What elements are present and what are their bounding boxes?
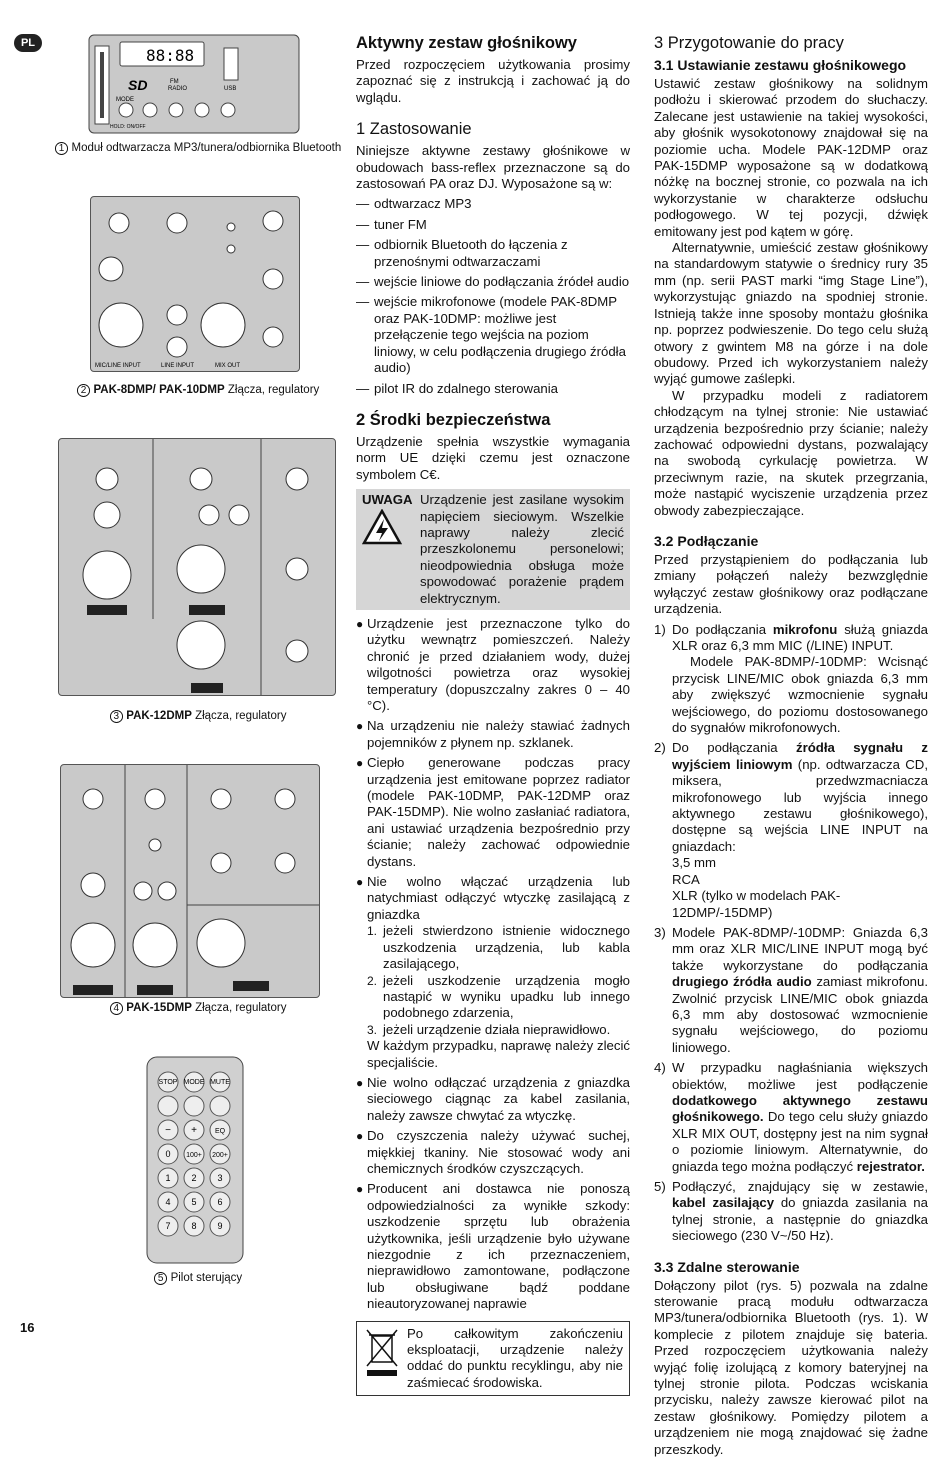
svg-text:100+: 100+ [186, 1152, 202, 1159]
section-2-text: Urządzenie spełnia wszystkie wymagania norm UE dzięki czemu jest oznaczone symbolem C€. [356, 433, 630, 482]
section-3-heading: 3 Przygotowanie do pracy [654, 34, 844, 52]
warning-box [356, 489, 630, 610]
svg-text:200+: 200+ [212, 1152, 228, 1159]
crossed-bin-icon [363, 1326, 401, 1378]
svg-text:7: 7 [165, 1221, 171, 1231]
svg-text:3: 3 [217, 1173, 223, 1183]
safety-bullet: Producent ani dostawca nie ponoszą odpowiedzialności za wynikłe szkody: uszkodzenie sprzętu lub obrażenia użytkownika, jeśli urządzenie było używane niezgodnie z ich przeznaczeniem, nieprawidłowo zamontowane, podłączone lub obsługiwane bądź poddane nieautoryzowanej naprawie [367, 1181, 630, 1312]
section-2-heading: 2 Środki bezpieczeństwa [356, 410, 551, 429]
safety-bullet: Ciepło generowane podczas pracy urządzenia jest emitowane poprzez radiator (modele PAK-10DMP, PAK-12DMP oraz PAK-15DMP). Nie wolno zasłaniać radiatora, ani ustawiać urządzenia bezpośrednio przy ścianie; należy zachować odpowiednie dystans. [367, 755, 630, 869]
figure-5-caption: 5 Pilot sterujący [48, 1272, 348, 1284]
svg-text:4: 4 [165, 1197, 171, 1207]
feature-item: odbiornik Bluetooth do łączenia z przenośnymi odtwarzaczami [374, 237, 568, 269]
warning-text: Urządzenie jest zasilane wysokim napięciem sieciowym. Wszelkie naprawy należy zlecić przeszkolonemu personelowi; nieodpowiednia obsługa może spowodować porażenie prądem elektrycznym. [420, 492, 624, 606]
section-3-3-text: Dołączony pilot (rys. 5) pozwala na zdalne sterowanie pracą modułu odtwarzacza MP3/tunera/odbiornika Bluetooth (rys. 1). W komplecie z pilotem znajduje się bateria. Przed rozpoczęciem użytkowania należy wyjąć folię izolującą z komory bateryjnej na tylnej stronie pilota. Podczas wciskania przycisku, należy zawsze kierować pilot na zestaw głośnikowy. Pomiędzy pilotem a urządzeniem nie mogą znajdować się żadne przeszkody. [654, 1277, 928, 1457]
intro-text: Przed rozpoczęciem użytkowania prosimy zapoznać się z instrukcją i zachować ją do wglądu. [356, 57, 630, 105]
safety-bullet: Nie wolno odłączać urządzenia z gniazdka sieciowego ciągnąc za kabel zasilania, należy zawsze chwytać za wtyczkę. [367, 1074, 630, 1123]
svg-text:USB: USB [224, 86, 237, 92]
feature-item: wejście liniowe do podłączania źródeł audio [374, 274, 630, 290]
warning-label: UWAGA [362, 492, 413, 508]
safety-bullet: Na urządzeniu nie należy stawiać żadnych pojemników z płynem np. szklanek. [367, 718, 630, 750]
svg-text:5: 5 [191, 1197, 197, 1207]
svg-text:MIC/LINE INPUT: MIC/LINE INPUT [95, 363, 141, 369]
pak-15dmp-panel-illustration [60, 764, 320, 998]
svg-text:RADIO: RADIO [168, 86, 188, 92]
sub-item: jeżeli urządzenie działa nieprawidłowo. [383, 1021, 611, 1037]
sub-item: jeżeli uszkodzenie urządzenia mogło nastąpić w wyniku upadku lub innego podobnego zdarzenia, [383, 972, 630, 1021]
svg-text:MODE: MODE [116, 97, 134, 103]
figure-1-caption: 1 Moduł odtwarzacza MP3/tunera/odbiornika Bluetooth [48, 142, 348, 154]
sub-item: jeżeli stwierdzono istnienie widocznego uszkodzenia urządzenia, lub kabla zasilającego, [383, 923, 630, 972]
safety-bullet: Do czyszczenia należy używać suchej, miękkiej tkaniny. Nie stosować wody ani chemicznych środków czyszczących. [367, 1128, 630, 1176]
section-1-heading: 1 Zastosowanie [356, 120, 472, 139]
section-3-1-heading: 3.1 Ustawianie zestawu głośnikowego [654, 57, 907, 73]
connection-step: 5) Podłączyć, znajdujący się w zestawie, kabel zasilający do gniazda zasilania na tylnej stronie, a następnie do gniazdka sieciowego (230 V~/50 Hz). [654, 1179, 928, 1244]
svg-text:+: + [191, 1125, 197, 1136]
svg-text:1: 1 [165, 1173, 171, 1183]
connection-step: 1) Do podłączania mikrofonu służą gniazda XLR oraz 6,3 mm MIC (/LINE) INPUT. Modele PAK-8DMP/-10DMP: Wcisnąć przycisk LINE/MIC obok gniazda 6,3 mm aby zwiększyć wzmocnienie sygnału wejściowego, do poziomu dostosowanego do sygnałów mikrofonowych. [654, 621, 928, 736]
feature-item: odtwarzacz MP3 [374, 196, 472, 212]
svg-text:MIX OUT: MIX OUT [215, 363, 240, 369]
section-3-1-text: Ustawić zestaw głośnikowy na solidnym podłożu i skierować przodem do słuchaczy. Zalecane jest ustawienie na takiej wysokości, aby głośnik wysokotonowy znajdował się na poziomie ucha. Modele PAK-12DMP oraz PAK-15DMP wyposażone są w dodatkową nóżkę na bocznej stronie, co pozwala na ich wykorzystanie w charakterze odsłuchu podłogowego. W tej pozycji, dźwięk emitowany jest pod kątem w górę. [654, 76, 928, 239]
high-voltage-warning-icon [362, 509, 402, 545]
connection-step: 2) Do podłączania źródła sygnału z wyjściem liniowym (np. odtwarzacza CD, miksera, przedwzmacniacza mikrofonowego lub wyjścia innego aktywnego zestawu głośnikowego), dostępne są wejścia LINE INPUT na gniazdach: 3,5 mm RCA XLR (tylko w modelach PAK-12DMP/-15DMP) [654, 740, 929, 920]
mp3-player-module-illustration [88, 34, 300, 134]
column-right [654, 34, 928, 1458]
language-badge: PL [14, 34, 42, 52]
svg-text:EQ: EQ [214, 1128, 226, 1135]
figure-3-caption: 3 PAK-12DMP Złącza, regulatory [48, 710, 348, 722]
connection-step: 4) W przypadku nagłaśniania większych obiektów, możliwe jest podłączenie dodatkowego aktywnego zestawu głośnikowego. Do tego celu służy gniazdo XLR MIX OUT, dostępny jest na nim sygnał o poziomie liniowym. Alternatywnie, do gniazda tego można podłączyć rejestrator. [654, 1060, 928, 1174]
section-3-1-text: W przypadku modeli z radiatorem chłodzącym na tylnej stronie: Nie ustawiać urządzenia bezpośrednio przy ścianie; należy zachować odpowiedni dystans, pozwalający na swobodą cyrkulację powietrza. W przeciwnym razie, na skutek przegrzania, może nastąpić wyciszenie urządzenia przez obwody zabezpieczające. [654, 387, 928, 518]
svg-text:0: 0 [165, 1149, 171, 1159]
section-3-2-text: Przed przystąpieniem do podłączania lub zmiany połączeń należy bezwzględnie wyłączyć zestaw głośnikowy oraz podłączane urządzenia. [654, 551, 928, 617]
remote-control-illustration [146, 1056, 244, 1264]
section-3-1-text: Alternatywnie, umieścić zestaw głośnikowy na standardowym statywie o średnicy rury 35 mm (np. serii PAST marki “img Stage Line”), wykorzystując gniazdo na spodniej stronie. Istnieją także inne sposoby montażu głośnika np. poprzez podwieszenie. Do tego celu służą otwory z gwintem M8 na górze i na dole obudowy. Przed ich wykorzystaniem należy wyjąć gumowe zaślepki. [654, 240, 928, 387]
recycling-notice [356, 1321, 630, 1397]
section-3-2-heading: 3.2 Podłączanie [654, 532, 759, 549]
pak-12dmp-panel-illustration [58, 438, 336, 696]
svg-text:SD: SD [128, 77, 148, 93]
svg-text:6: 6 [217, 1197, 223, 1207]
svg-text:STOP: STOP [158, 1079, 178, 1086]
connection-step: 3) Modele PAK-8DMP/-10DMP: Gniazda 6,3 mm oraz XLR MIC/LINE INPUT mogą być także wykorzystane do podłączania drugiego źródła audio zamiast mikrofonu. Zwolnić przycisk LINE/MIC obok gniazda 6,3 mm aby dostosować wzmocnienie sygnału wejściowego, do poziomu liniowego. [654, 924, 928, 1055]
svg-text:LINE INPUT: LINE INPUT [161, 363, 195, 369]
svg-text:88:88: 88:88 [146, 46, 195, 65]
svg-text:MUTE: MUTE [210, 1079, 230, 1086]
feature-item: wejście mikrofonowe (modele PAK-8DMP oraz PAK-10DMP: możliwe jest przełączenie tego wejścia na poziom liniowy, w celu podłączenia drugiego źródła audio) [374, 294, 626, 376]
section-3-3-heading: 3.3 Zdalne sterowanie [654, 1258, 800, 1275]
svg-text:8: 8 [191, 1221, 197, 1231]
sub-note: W każdym przypadku, naprawę należy zlecić specjaliście. [367, 1038, 630, 1070]
safety-bullet: Nie wolno włączać urządzenia lub natychmiast odłączyć wtyczkę zasilającą z gniazdka [367, 874, 630, 922]
pak-8dmp-panel-illustration [90, 196, 300, 372]
figure-2-caption: 2 PAK-8DMP/ PAK-10DMP Złącza, regulatory [48, 384, 348, 396]
section-1-text: Niniejsze aktywne zestawy głośnikowe w obudowach bass-reflex przeznaczone są do zastosowań PA oraz DJ. Wyposażone są w: [356, 143, 630, 192]
recycling-text: Po całkowitym zakończeniu eksploatacji, urządzenie należy oddać do punktu recyklingu, aby nie zaśmiecać środowiska. [407, 1325, 623, 1390]
svg-text:9: 9 [217, 1221, 223, 1231]
svg-text:2: 2 [191, 1173, 197, 1183]
svg-text:HOLD: ON/OFF: HOLD: ON/OFF [110, 124, 146, 130]
svg-text:MODE: MODE [183, 1079, 205, 1086]
svg-text:−: − [165, 1125, 171, 1136]
column-middle: Aktywny zestaw głośnikowy Przed rozpoczęciem użytkowania prosimy zapoznać się z instrukcją i zachować ją do wglądu. 1 Zastosowanie Niniejsze aktywne zestawy głośnikowe w obudowach bass-reflex przeznaczone są do zastosowań PA oraz DJ. Wyposażone są w: — odtwarzacz MP3 — tuner FM — odbiornik Bluetooth do łączenia z przenośnymi odtwarzaczami — wejście liniowe do podłączania źródeł audio — wejście mikrofonowe (modele PAK-8DMP oraz PAK-10DMP: możliwe jest przełączenie tego wejścia na poziom liniowy, w celu podłączenia drugiego źródła audio) — pilot IR do zdalnego sterowania 2 Środki bezpieczeństwa Urządzenie spełnia wszystkie wymagania norm UE dzięki czemu jest oznaczone symbolem C€. UWAGA Urządzenie jest zasilane wysokim napięciem sieciowym. Wszelkie naprawy należy zlecić przeszkolonemu personelowi; nieodpowiednia obsługa może spowodować porażenie prądem elektrycznym. ● Urządzenie jest przeznaczone tylko do użytku wewnątrz pomieszczeń. Należy chronić je przed działaniem wody, dużej wilgotności powietrza oraz wysokiej temperatury (dopuszczalny zakres 0 – 40 °C). ● Na urządzeniu nie należy stawiać żadnych pojemników z płynem np. szklanek. ● Ciepło generowane podczas pracy urządzenia jest emitowane poprzez radiator (modele PAK-10DMP, PAK-12DMP oraz PAK-15DMP). Nie wolno zasłaniać radiatora, ani ustawiać urządzenia bezpośrednio przy ścianie; należy zachować odpowiednie dystans. ● Nie wolno włączać urządzenia lub natychmiast odłączyć wtyczkę zasilającą z gniazdka 1. jeżeli stwierdzono istnienie widocznego uszkodzenia urządzenia, lub kabla zasilającego, 2. jeżeli uszkodzenie urządzenia mogło nastąpić w wyniku upadku lub innego podobnego zdarzenia, 3. jeżeli urządzenie działa nieprawidłowo. W każdym przypadku, naprawę należy zlecić specjaliście. ● Nie wolno odłączać urządzenia z gniazdka sieciowego ciągnąc za kabel zasilania, należy zawsze chwytać za wtyczkę. ● Do czyszczenia należy używać suchej, miękkiej tkaniny. Nie stosować wody ani chemicznych środków czyszczących. ● Producent ani dostawca nie ponoszą odpowiedzialności za wynikłe szkody: uszkodzenie sprzętu lub obrażenia użytkownika, jeśli urządzenie było używane niezgodnie z ich przeznaczeniem, nieprawidłowo zamontowane, podłączone lub obsługiwane bądź poddane nieautoryzowanej naprawie Po całkowitym zakończeniu eksploatacji, urządzenie należy oddać do punktu recyklingu, aby nie zaśmiecać środowiska. [356, 34, 630, 1396]
safety-bullet: Urządzenie jest przeznaczone tylko do użytku wewnątrz pomieszczeń. Należy chronić je przed działaniem wody, dużej wilgotności powietrza oraz wysokiej temperatury (dopuszczalny zakres 0 – 40 °C). [367, 615, 630, 713]
page-number: 16 [20, 1320, 35, 1335]
figure-4-caption: 4 PAK-15DMP Złącza, regulatory [48, 1002, 348, 1014]
feature-item: pilot IR do zdalnego sterowania [374, 380, 559, 396]
feature-item: tuner FM [374, 216, 427, 232]
svg-text:FM: FM [170, 79, 179, 85]
document-title: Aktywny zestaw głośnikowy [356, 34, 577, 52]
